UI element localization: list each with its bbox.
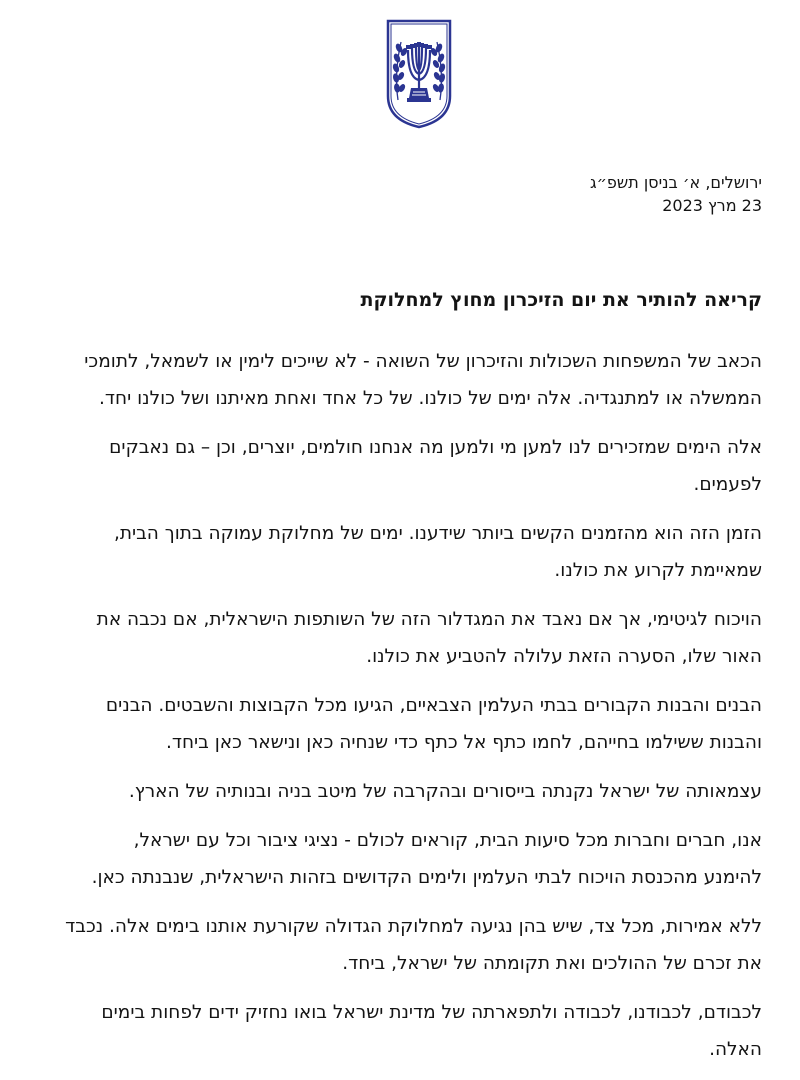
paragraph-line: הממשלה או למתנגדיה. אלה ימים של כולנו. של כל אחד ואחת מאיתנו ושל כולנו יחד.: [99, 388, 762, 409]
paragraph-line: שמאיימת לקרוע את כולנו.: [554, 560, 762, 581]
gregorian-date: 23 מרץ 2023: [662, 196, 762, 215]
paragraph: [38, 515, 762, 589]
letter-title: קריאה להותיר את יום הזיכרון מחוץ למחלוקת: [360, 289, 762, 311]
state-emblem-icon: [385, 18, 453, 130]
paragraph: [38, 343, 762, 417]
paragraph: [38, 601, 762, 675]
paragraph-line: לפעמים.: [693, 474, 762, 495]
paragraph-line: ללא אמירות, מכל צד, שיש בהן נגיעה למחלוקת הגדולה שקורעת אותנו בימים אלה. נכבד: [65, 916, 762, 937]
paragraph-line: והבנות ששילמו בחייהם, לחמו כתף אל כתף כדי שנחיה כאן ונישאר כאן ביחד.: [165, 732, 762, 753]
paragraph-line: הזמן הזה הוא מהזמנים הקשים ביותר שידענו. ימים של מחלוקת עמוקה בתוך הבית,: [113, 523, 762, 544]
paragraph: [38, 687, 762, 761]
paragraph-line: לכבודם, לכבודנו, לכבודה ולתפארתה של מדינת ישראל בואו נחזיק ידים לפחות בימים: [101, 1002, 762, 1023]
paragraph-line: את זכרם של ההולכים ואת תקומתה של ישראל, ביחד.: [342, 953, 762, 974]
dateline: [362, 171, 762, 217]
paragraph-line: הכאב של המשפחות השכולות והזיכרון של השואה - לא שייכים לימין או לשמאל, לתומכי: [84, 351, 762, 372]
hebrew-date: ירושלים, א׳ בניסן תשפ״ג: [589, 173, 762, 192]
paragraph-line: האור שלו, הסערה הזאת עלולה להטביע את כולנו.: [366, 646, 762, 667]
paragraph-line: אנו, חברים וחברות מכל סיעות הבית, קוראים לכולם - נציגי ציבור וכל עם ישראל,: [133, 830, 762, 851]
paragraph-line: האלה.: [709, 1039, 762, 1060]
paragraph-line: הבנים והבנות הקבורים בבתי העלמין הצבאיים, הגיעו מכל הקבוצות והשבטים. הבנים: [105, 695, 762, 716]
paragraph-line: עצמאותה של ישראל נקנתה בייסורים ובהקרבה של מיטב בניה ובנותיה של הארץ.: [128, 781, 762, 802]
paragraph: [38, 429, 762, 503]
paragraph: [38, 908, 762, 982]
paragraph-line: הויכוח לגיטימי, אך אם נאבד את המגדלור הזה של השותפות הישראלית, אם נכבה את: [96, 609, 762, 630]
paragraph-line: אלה הימים שמזכירים לנו למען מי ולמען מה אנחנו חולמים, יוצרים, וכן – גם נאבקים: [109, 437, 762, 458]
letter-body: [38, 343, 762, 1080]
paragraph: [38, 773, 762, 810]
paragraph: [38, 822, 762, 896]
paragraph: [38, 994, 762, 1068]
paragraph-line: להימנע מהכנסת הויכוח לבתי העלמין ולימים הקדושים בזהות הישראלית, שנבנתה כאן.: [91, 867, 762, 888]
